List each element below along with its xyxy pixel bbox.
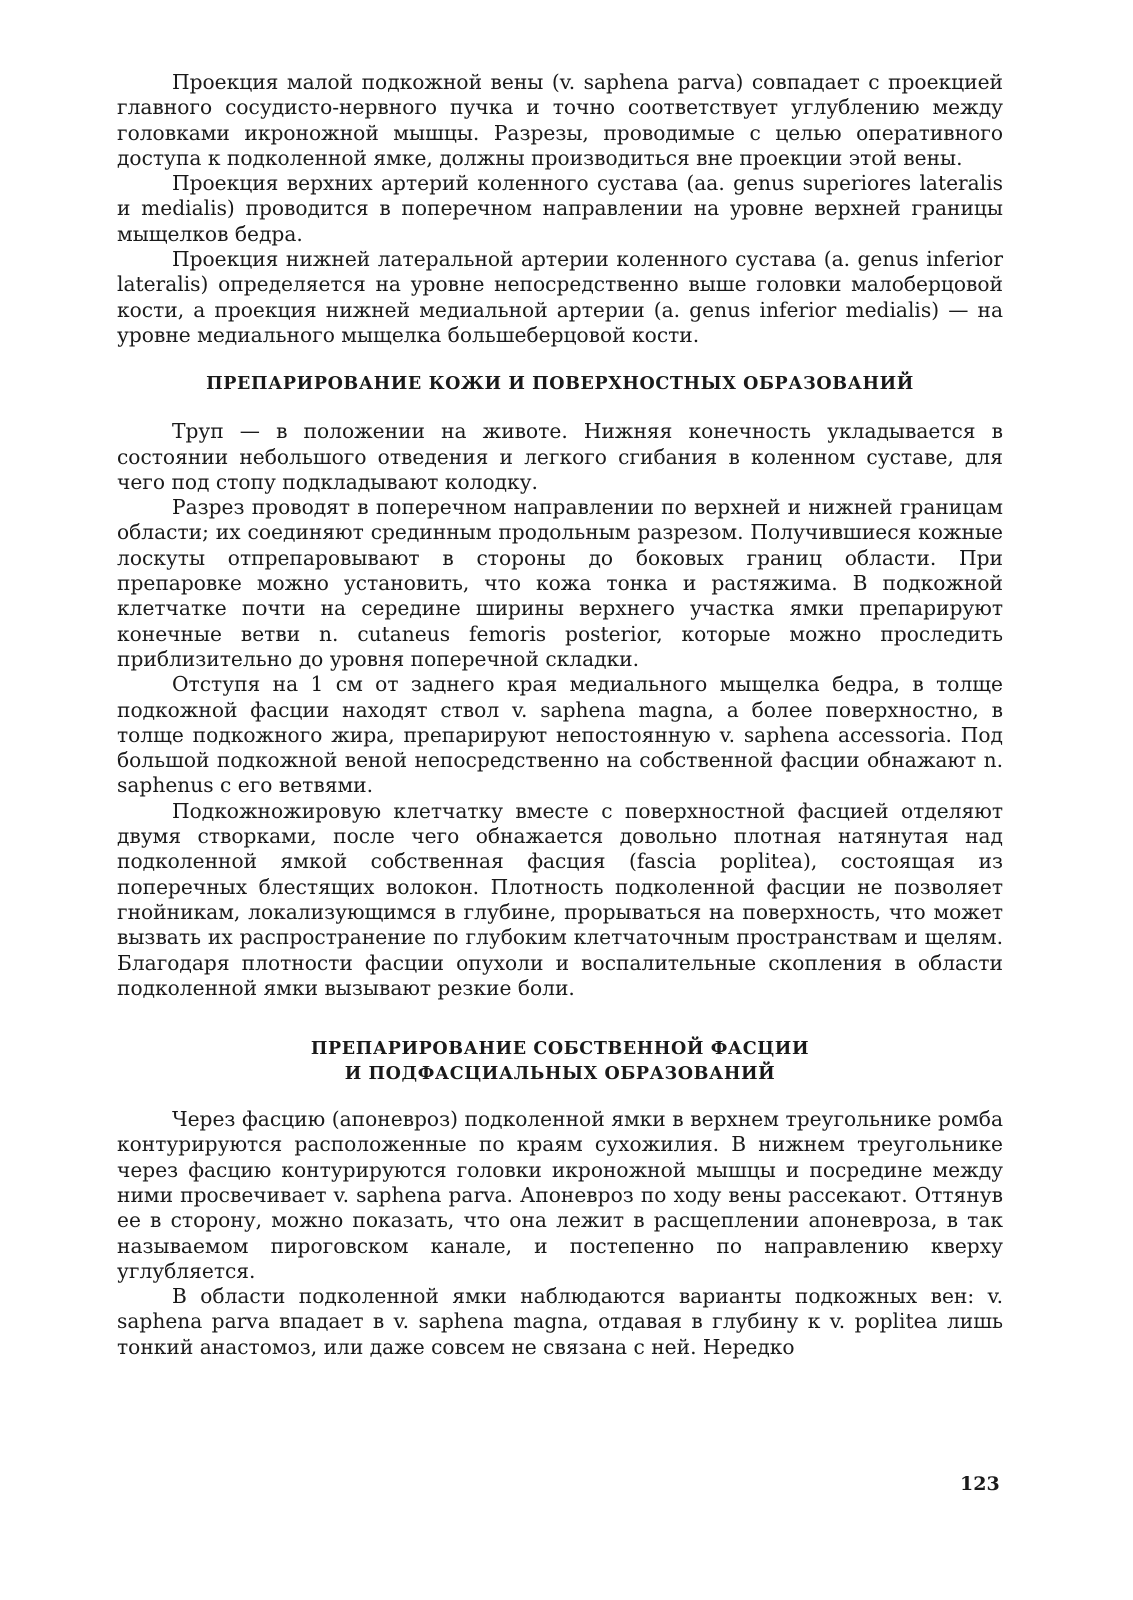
page-number: 123 [960,1473,1000,1495]
page-body [117,70,1003,1360]
section-heading-fascia-line-2: И ПОДФАСЦИАЛЬНЫХ ОБРАЗОВАНИЙ [344,1064,776,1085]
skin-paragraph-3: Отступя на 1 см от заднего края медиального мыщелка бедра, в толще подкожной фасции находят ствол v. saphena magna, а более поверхностно, в толще подкожного жира, препарируют непостоянную v. saphena accessoria. Под большой подкожной веной непосредственно на собственной фасции обнажают n. saphenus с его ветвями. [117,672,1003,798]
section-heading-fascia-line-1: ПРЕПАРИРОВАНИЕ СОБСТВЕННОЙ ФАСЦИИ [310,1039,810,1060]
section-heading-fascia [117,1037,1003,1087]
fascia-paragraph-2: В области подколенной ямки наблюдаются варианты подкожных вен: v. saphena parva впадает в v. saphena magna, отдавая в глубину к v. poplitea лишь тонкий анастомоз, или даже совсем не связана с ней. Нередко [117,1284,1003,1359]
fascia-paragraph-1: Через фасцию (апоневроз) подколенной ямки в верхнем треугольнике ромба контурируются расположенные по краям сухожилия. В нижнем треугольнике через фасцию контурируются головки икроножной мышцы и посредине между ними просвечивает v. saphena parva. Апоневроз по ходу вены рассекают. Оттянув ее в сторону, можно показать, что она лежит в расщеплении апоневроза, в так называемом пироговском канале, и постепенно по направлению кверху углубляется. [117,1107,1003,1283]
skin-paragraph-4: Подкожножировую клетчатку вместе с поверхностной фасцией отделяют двумя створками, после чего обнажается довольно плотная натянутая над подколенной ямкой собственная фасция (fascia poplitea), состоящая из поперечных блестящих волокон. Плотность подколенной фасции не позволяет гнойникам, локализующимся в глубине, прорываться на поверхность, что может вызвать их распространение по глубоким клетчаточным пространствам и щелям. Благодаря плотности фасции опухоли и воспалительные скопления в области подколенной ямки вызывают резкие боли. [117,798,1003,1000]
section-heading-skin: ПРЕПАРИРОВАНИЕ КОЖИ И ПОВЕРХНОСТНЫХ ОБРАЗОВАНИЙ [206,374,914,395]
intro-paragraph-3: Проекция нижней латеральной артерии коленного сустава (a. genus inferior lateralis) определяется на уровне непосредственно выше головки малоберцовой кости, а проекция нижней медиальной артерии (a. genus inferior medialis) — на уровне медиального мыщелка большеберцовой кости. [117,247,1003,347]
intro-paragraph-1: Проекция малой подкожной вены (v. saphena parva) совпадает с проекцией главного сосудисто-нервного пучка и точно соответствует углублению между головками икроножной мышцы. Разрезы, проводимые с целью оперативного доступа к подколенной ямке, должны производиться вне проекции этой вены. [117,70,1003,170]
skin-paragraph-2: Разрез проводят в поперечном направлении по верхней и нижней границам области; их соединяют срединным продольным разрезом. Получившиеся кожные лоскуты отпрепаровывают в стороны до боковых границ области. При препаровке можно установить, что кожа тонка и растяжима. В подкожной клетчатке почти на середине ширины верхнего участка ямки препарируют конечные ветви n. cutaneus femoris posterior, которые можно проследить приблизительно до уровня поперечной складки. [117,495,1003,671]
skin-paragraph-1: Труп — в положении на животе. Нижняя конечность укладывается в состоянии небольшого отведения и легкого сгибания в коленном суставе, для чего под стопу подкладывают колодку. [117,419,1003,494]
intro-paragraph-2: Проекция верхних артерий коленного сустава (aa. genus superiores lateralis и medialis) проводится в поперечном направлении на уровне верхней границы мыщелков бедра. [117,171,1003,246]
